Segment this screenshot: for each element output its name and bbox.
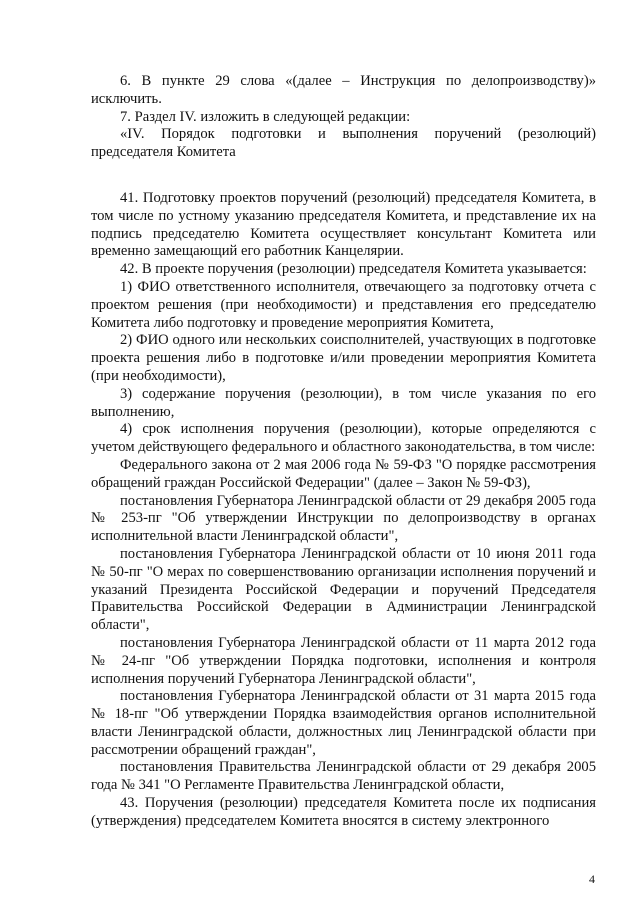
resolution-reference-18pg: постановления Губернатора Ленинградской области от 31 марта 2015 года № 18-пг "Об утверждении Порядка взаимодействия органов исполнительной власти Ленинградской области, должностных лиц Ленинградской области при рассмотрении обращений граждан", xyxy=(91,688,596,758)
list-item-4: 4) срок исполнения поручения (резолюции), которые определяются с учетом действующего федерального и областного законодательства, в том числе: xyxy=(91,421,596,456)
paragraph-item-6: 6. В пункте 29 слова «(далее – Инструкция по делопроизводству)» исключить. xyxy=(91,73,596,107)
paragraph-item-7: 7. Раздел IV. изложить в следующей редакции: xyxy=(120,108,411,125)
law-reference-59fz: Федерального закона от 2 мая 2006 года № 59-ФЗ "О порядке рассмотрения обращений граждан Российской Федерации" (далее – Закон № 59-ФЗ), xyxy=(91,456,596,491)
list-item-3: 3) содержание поручения (резолюции), в том числе указания по его выполнению, xyxy=(91,385,596,420)
paragraph-41: 41. Подготовку проектов поручений (резолюций) председателя Комитета, в том числе по устному указанию председателя Комитета, и представление их на подпись председателю Комитета осуществляет консультант Комитета или временно замещающий его работник Канцелярии. xyxy=(91,189,596,260)
resolution-reference-253pg: постановления Губернатора Ленинградской области от 29 декабря 2005 года № 253-пг "Об утверждении Инструкции по делопроизводству в органах исполнительной власти Ленинградской области", xyxy=(91,492,596,545)
resolution-reference-24pg: постановления Губернатора Ленинградской области от 11 марта 2012 года № 24-пг "Об утверждении Порядка подготовки, исполнения и контроля исполнения поручений Губернатора Ленинградской области", xyxy=(91,634,596,687)
paragraph-spacer xyxy=(91,162,596,190)
paragraph-43: 43. Поручения (резолюции) председателя Комитета после их подписания (утверждения) председателем Комитета вносятся в систему электронного xyxy=(91,795,596,829)
page-number: 4 xyxy=(589,872,595,886)
resolution-reference-341: постановления Правительства Ленинградской области от 29 декабря 2005 года № 341 "О Регламенте Правительства Ленинградской области, xyxy=(91,759,596,794)
section-heading: «IV. Порядок подготовки и выполнения поручений (резолюций) председателя Комитета xyxy=(91,126,596,161)
list-item-1: 1) ФИО ответственного исполнителя, отвечающего за подготовку отчета с проектом решения (при необходимости) и представления его председателю Комитета либо подготовку и проведение мероприятия Комитета, xyxy=(91,278,596,331)
paragraph-42: 42. В проекте поручения (резолюции) председателя Комитета указывается: xyxy=(120,261,587,278)
list-item-2: 2) ФИО одного или нескольких соисполнителей, участвующих в подготовке проекта решения либо в подготовке и/или проведении мероприятия Комитета (при необходимости), xyxy=(91,332,596,384)
resolution-reference-50pg: постановления Губернатора Ленинградской области от 10 июня 2011 года № 50-пг "О мерах по совершенствованию организации исполнения поручений и указаний Президента Российской Федерации и поручений Председателя Правительства Российской Федерации в Администрации Ленинградской области", xyxy=(91,545,596,634)
document-page xyxy=(91,73,596,831)
